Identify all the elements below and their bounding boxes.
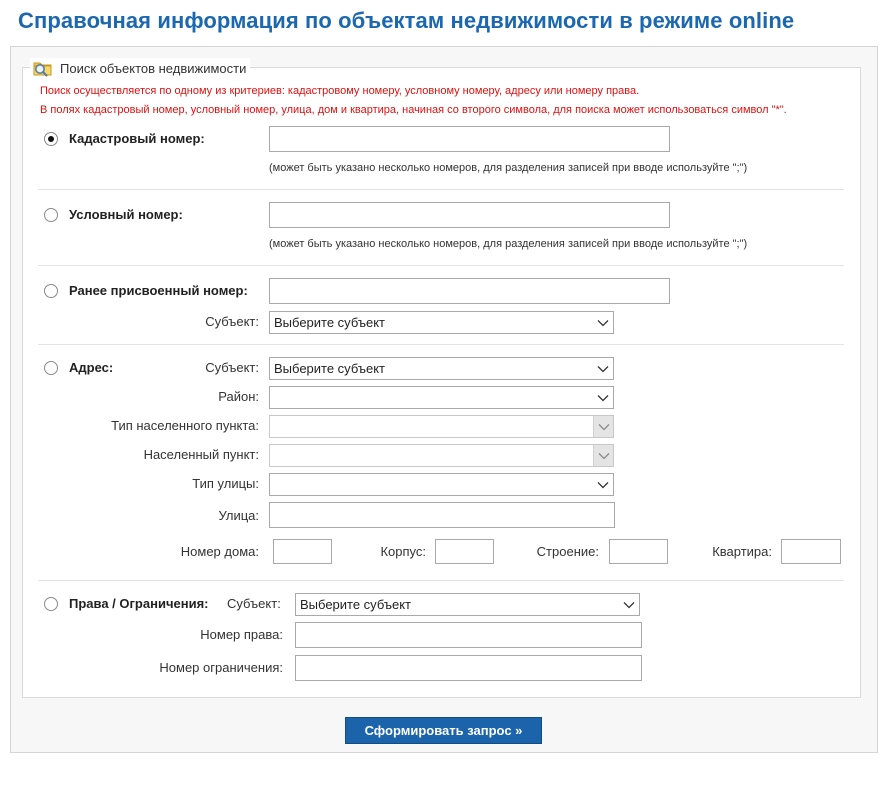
- building-input[interactable]: [435, 539, 494, 564]
- apartment-input[interactable]: [781, 539, 841, 564]
- info-text-wildcard: В полях кадастровый номер, условный номер, улица, дом и квартира, начиная со второго символа, для поиска может использоваться символ "*".: [40, 104, 787, 116]
- chevron-down-icon: [593, 358, 613, 379]
- cadastral-number-input[interactable]: [269, 126, 670, 152]
- page-title: Справочная информация по объектам недвижимости в режиме online: [18, 8, 795, 33]
- previous-subject-value: Выберите субъект: [274, 315, 385, 330]
- restriction-number-input[interactable]: [295, 655, 642, 681]
- settlement-type-select[interactable]: [269, 415, 614, 438]
- right-number-input[interactable]: [295, 622, 642, 648]
- conditional-hint: (может быть указано несколько номеров, для разделения записей при вводе используйте ";"): [269, 238, 748, 250]
- address-radio[interactable]: [44, 361, 58, 375]
- previous-number-label: Ранее присвоенный номер:: [69, 283, 248, 298]
- apartment-label: Квартира:: [712, 544, 772, 559]
- chevron-down-icon: [593, 416, 613, 437]
- cadastral-label: Кадастровый номер:: [69, 131, 205, 146]
- previous-number-radio[interactable]: [44, 284, 58, 298]
- house-label: Номер дома:: [180, 544, 259, 559]
- restriction-number-label: Номер ограничения:: [159, 660, 283, 675]
- chevron-down-icon: [593, 445, 613, 466]
- street-input[interactable]: [269, 502, 615, 528]
- fieldset-legend: [30, 58, 250, 78]
- rights-label: Права / Ограничения:: [69, 596, 209, 611]
- street-type-select[interactable]: [269, 473, 614, 496]
- settlement-label: Населенный пункт:: [143, 447, 259, 462]
- district-select[interactable]: [269, 386, 614, 409]
- chevron-down-icon: [593, 312, 613, 333]
- rights-subject-select[interactable]: [295, 593, 640, 616]
- submit-request-button[interactable]: Сформировать запрос »: [345, 717, 542, 744]
- section-divider: [38, 265, 844, 266]
- address-label: Адрес:: [69, 360, 114, 375]
- previous-subject-select[interactable]: [269, 311, 614, 334]
- section-divider: [38, 580, 844, 581]
- settlement-select[interactable]: [269, 444, 614, 467]
- previous-subject-label: Субъект:: [205, 314, 259, 329]
- rights-radio[interactable]: [44, 597, 58, 611]
- house-number-input[interactable]: [273, 539, 332, 564]
- chevron-down-icon: [619, 594, 639, 615]
- cadastral-radio[interactable]: [44, 132, 58, 146]
- conditional-radio[interactable]: [44, 208, 58, 222]
- structure-label: Строение:: [536, 544, 599, 559]
- district-label: Район:: [218, 389, 259, 404]
- folder-search-icon: [32, 58, 54, 78]
- rights-subject-label: Субъект:: [227, 596, 281, 611]
- building-label: Корпус:: [380, 544, 426, 559]
- conditional-number-input[interactable]: [269, 202, 670, 228]
- conditional-label: Условный номер:: [69, 207, 183, 222]
- structure-input[interactable]: [609, 539, 668, 564]
- fieldset-legend-text: Поиск объектов недвижимости: [60, 60, 247, 76]
- info-text-criteria: Поиск осуществляется по одному из критериев: кадастровому номеру, условному номеру, адресу или номеру права.: [40, 85, 640, 97]
- address-subject-label: Субъект:: [205, 360, 259, 375]
- address-subject-value: Выберите субъект: [274, 361, 385, 376]
- street-type-label: Тип улицы:: [192, 476, 259, 491]
- chevron-down-icon: [593, 474, 613, 495]
- street-label: Улица:: [218, 508, 259, 523]
- chevron-down-icon: [593, 387, 613, 408]
- section-divider: [38, 344, 844, 345]
- rights-subject-value: Выберите субъект: [300, 597, 411, 612]
- cadastral-hint: (может быть указано несколько номеров, для разделения записей при вводе используйте ";"): [269, 162, 748, 174]
- previous-number-input[interactable]: [269, 278, 670, 304]
- settlement-type-label: Тип населенного пункта:: [111, 418, 259, 433]
- address-subject-select[interactable]: [269, 357, 614, 380]
- right-number-label: Номер права:: [200, 627, 283, 642]
- section-divider: [38, 189, 844, 190]
